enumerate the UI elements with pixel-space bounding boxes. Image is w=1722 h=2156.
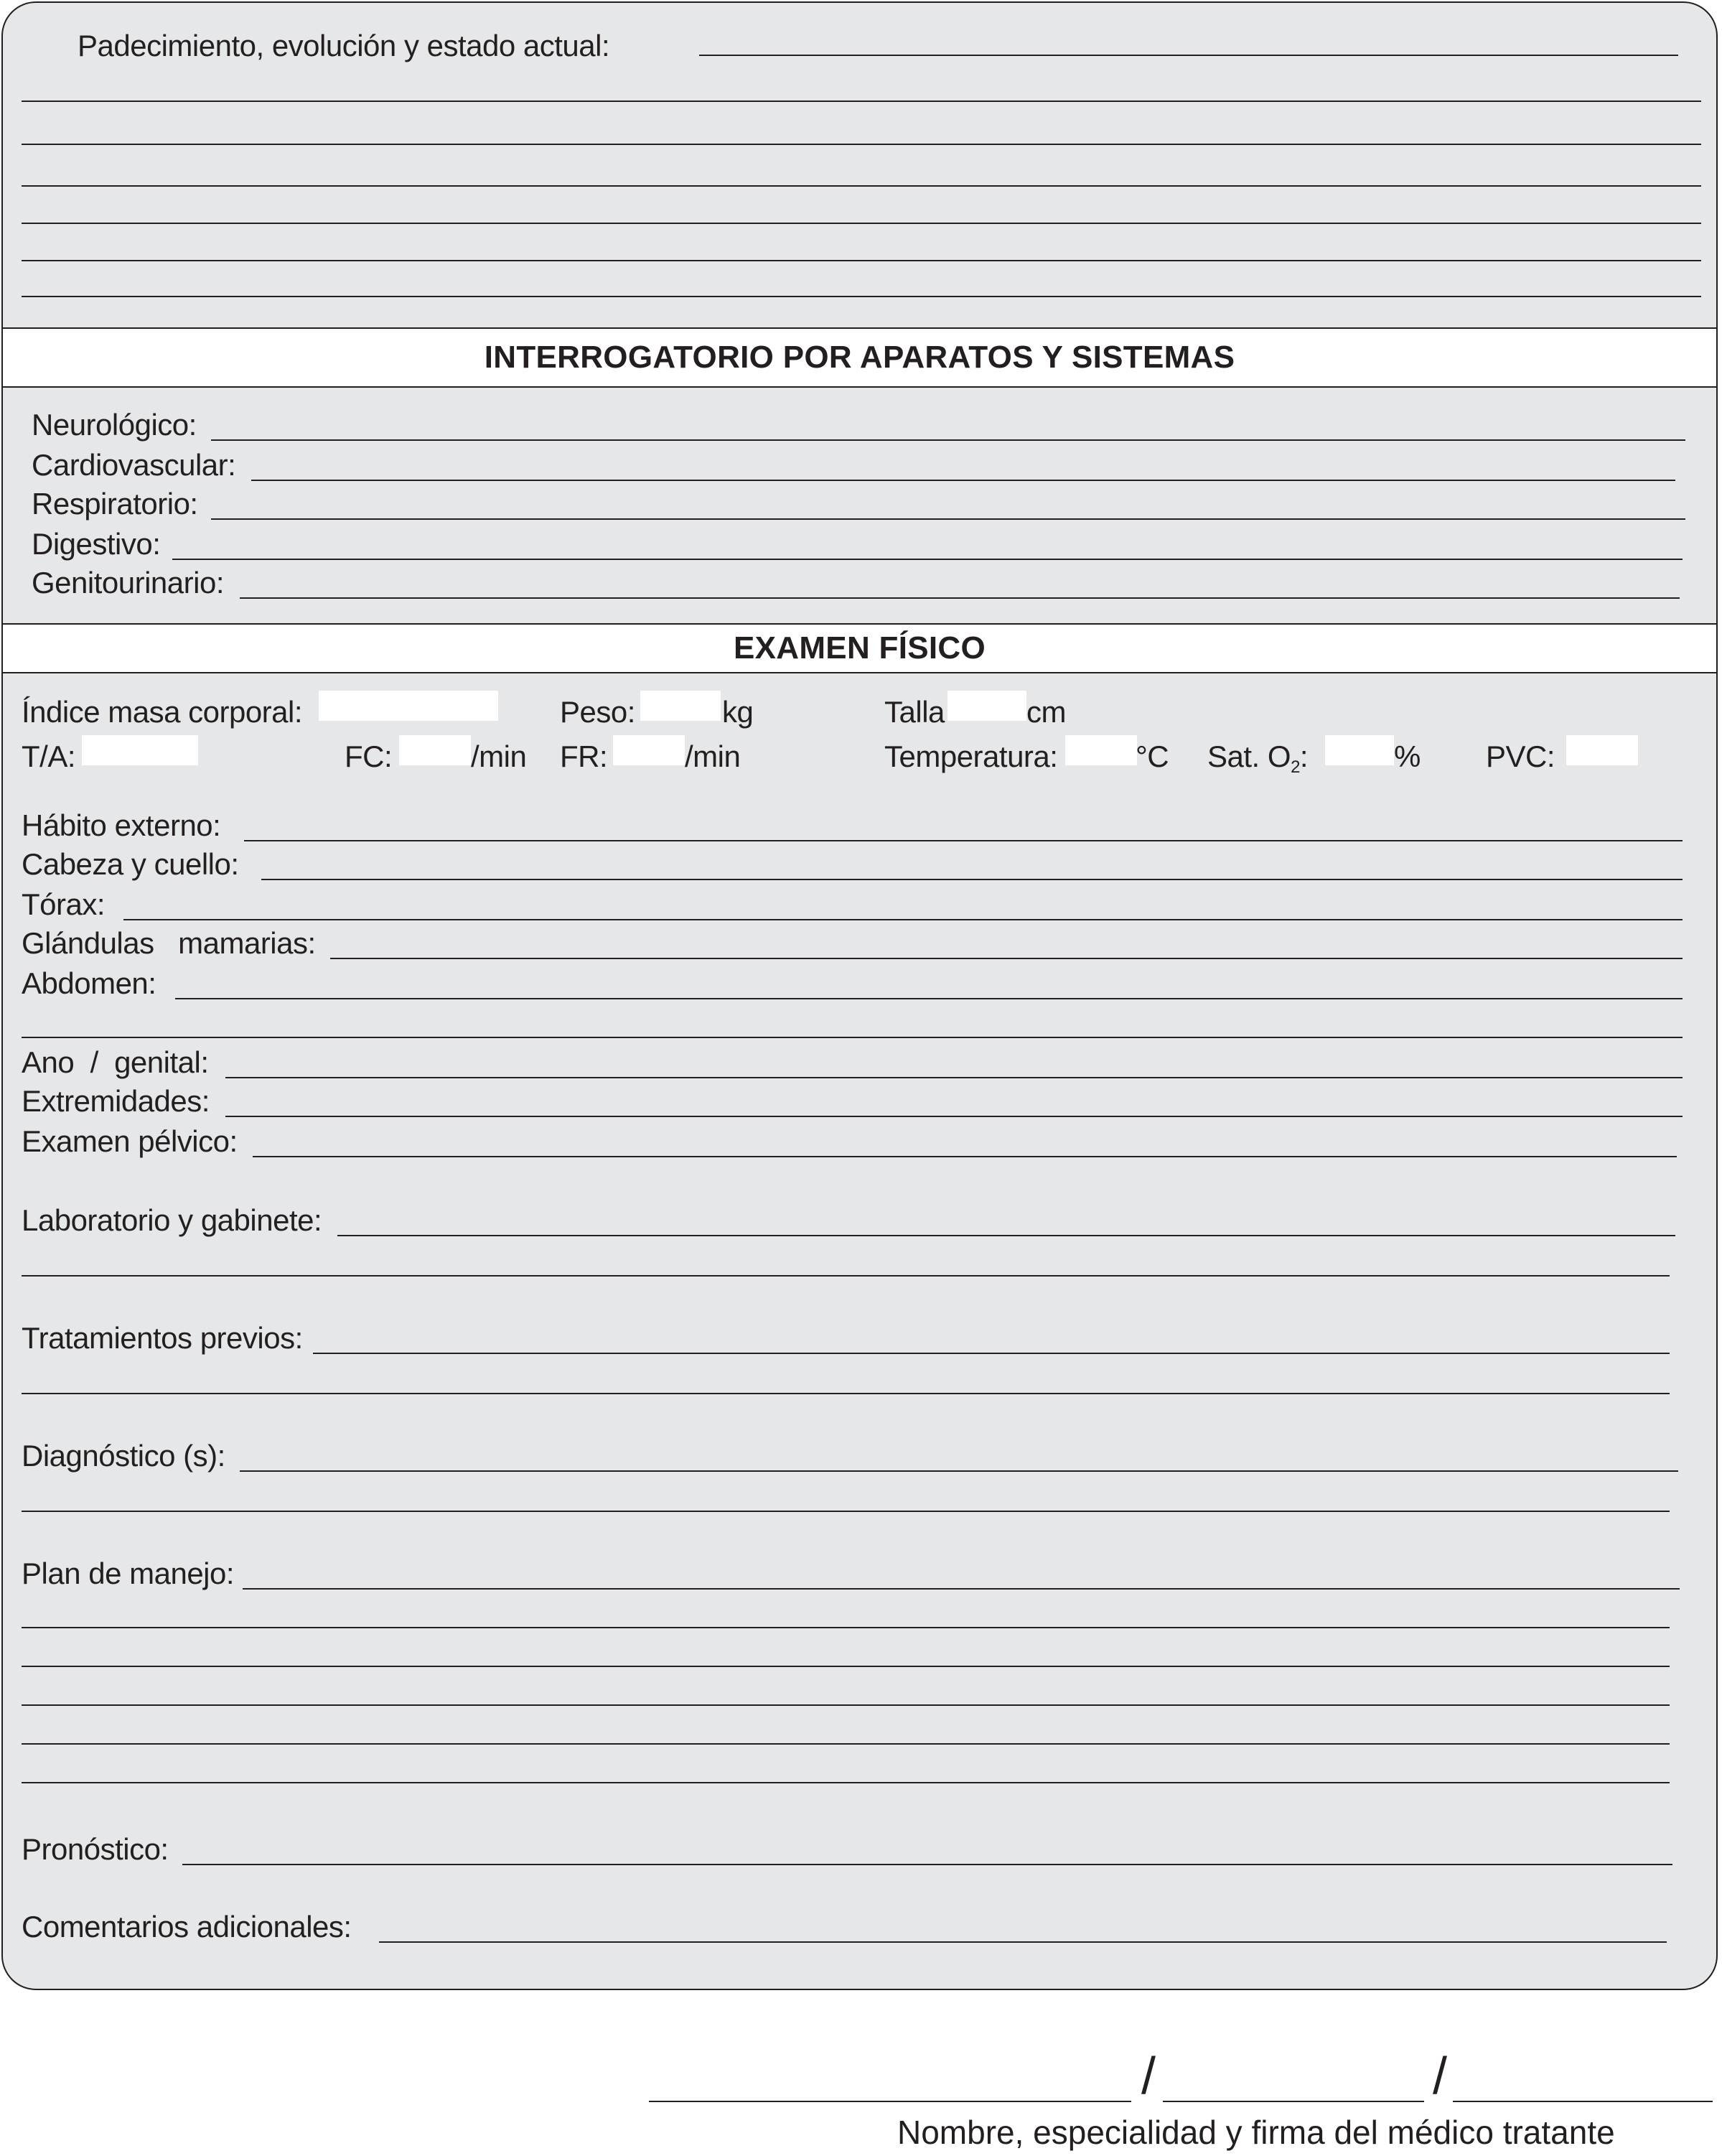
genitourinario-label: Genitourinario: [32,566,224,599]
digestivo-label: Digestivo: [32,527,161,561]
plan-line-1[interactable] [22,1627,1670,1628]
extremidades-line[interactable] [225,1116,1683,1117]
ano-line[interactable] [225,1077,1683,1078]
clinical-form [1,1,1718,1990]
padecimiento-line-1[interactable] [22,101,1701,102]
interrogatorio-heading: INTERROGATORIO POR APARATOS Y SISTEMAS [484,340,1235,375]
talla-box[interactable] [947,691,1026,721]
glandulas-label: Glándulas mamarias: [22,926,316,960]
comentarios-line[interactable] [379,1941,1667,1943]
peso-unit: kg [722,695,754,729]
digestivo-line[interactable] [172,559,1683,560]
temperatura-box[interactable] [1065,735,1137,765]
fr-unit: /min [685,739,741,773]
talla-label: Talla [884,695,945,729]
tratamientos-line-1[interactable] [22,1393,1670,1394]
diagnostico-label: Diagnóstico (s): [22,1439,225,1473]
temperatura-label: Temperatura: [884,739,1058,773]
pelvico-line[interactable] [253,1156,1677,1157]
plan-line-4[interactable] [22,1743,1670,1745]
ta-box[interactable] [82,735,198,765]
padecimiento-line-6[interactable] [22,296,1701,297]
plan-line-3[interactable] [22,1704,1670,1706]
plan-line-2[interactable] [22,1666,1670,1667]
torax-line[interactable] [123,919,1683,920]
diagnostico-line-1[interactable] [22,1511,1670,1512]
signature-line-name[interactable] [649,2101,1131,2102]
padecimiento-line-0[interactable] [699,55,1678,56]
respiratorio-line[interactable] [211,518,1685,520]
peso-label: Peso: [560,695,635,729]
pvc-box[interactable] [1566,735,1638,765]
fc-label: FC: [345,739,393,773]
laboratorio-line-1[interactable] [22,1275,1670,1277]
padecimiento-label: Padecimiento, evolución y estado actual: [78,29,610,62]
padecimiento-line-4[interactable] [22,223,1701,224]
genitourinario-line[interactable] [240,597,1680,599]
signature-line-specialty[interactable] [1163,2101,1424,2102]
habito-label: Hábito externo: [22,808,221,842]
interrogatorio-heading-band [3,327,1716,388]
pronostico-label: Pronóstico: [22,1832,169,1866]
cabeza-label: Cabeza y cuello: [22,847,239,881]
tratamientos-line-0[interactable] [313,1353,1670,1354]
signature-separator-1: / [1141,2048,1156,2105]
plan-label: Plan de manejo: [22,1557,235,1590]
temperatura-unit: °C [1136,739,1169,773]
examen-heading-band [3,623,1716,673]
imc-box[interactable] [319,691,498,721]
pronostico-line[interactable] [182,1864,1672,1865]
plan-line-0[interactable] [243,1588,1680,1590]
habito-line[interactable] [244,840,1683,841]
diagnostico-line-0[interactable] [240,1470,1678,1472]
comentarios-label: Comentarios adicionales: [22,1910,352,1943]
signature-separator-2: / [1433,2048,1448,2105]
ta-label: T/A: [22,739,76,773]
pelvico-label: Examen pélvico: [22,1124,238,1158]
cardiovascular-line[interactable] [251,480,1675,481]
sat-box[interactable] [1325,735,1394,765]
padecimiento-line-5[interactable] [22,260,1701,261]
ano-label: Ano / genital: [22,1045,209,1079]
signature-line-firma[interactable] [1453,2101,1713,2102]
neurologico-label: Neurológico: [32,408,197,442]
sat-label: Sat. $O_2$: [1207,739,1309,777]
fc-box[interactable] [399,735,471,765]
plan-line-5[interactable] [22,1782,1670,1783]
tratamientos-label: Tratamientos previos: [22,1321,303,1355]
talla-unit: cm [1026,695,1066,729]
extremidades-label: Extremidades: [22,1084,210,1118]
signature-caption: Nombre, especialidad y firma del médico tratante [897,2114,1615,2151]
glandulas-line[interactable] [330,958,1683,959]
fr-label: FR: [560,739,608,773]
torax-label: Tórax: [22,887,106,921]
examen-heading: EXAMEN FÍSICO [733,630,986,666]
abdomen-line-0[interactable] [175,998,1683,999]
sat-unit: % [1394,739,1421,773]
abdomen-line-1[interactable] [22,1037,1683,1038]
padecimiento-line-2[interactable] [22,144,1701,145]
fc-unit: /min [471,739,527,773]
laboratorio-label: Laboratorio y gabinete: [22,1203,322,1237]
pvc-label: PVC: [1486,739,1555,773]
neurologico-line[interactable] [211,439,1685,441]
peso-box[interactable] [640,691,721,721]
padecimiento-line-3[interactable] [22,185,1701,187]
respiratorio-label: Respiratorio: [32,487,198,521]
fr-box[interactable] [613,735,685,765]
cabeza-line[interactable] [261,879,1683,880]
abdomen-label: Abdomen: [22,966,156,1000]
imc-label: Índice masa corporal: [22,695,303,729]
cardiovascular-label: Cardiovascular: [32,448,236,482]
laboratorio-line-0[interactable] [337,1235,1675,1236]
